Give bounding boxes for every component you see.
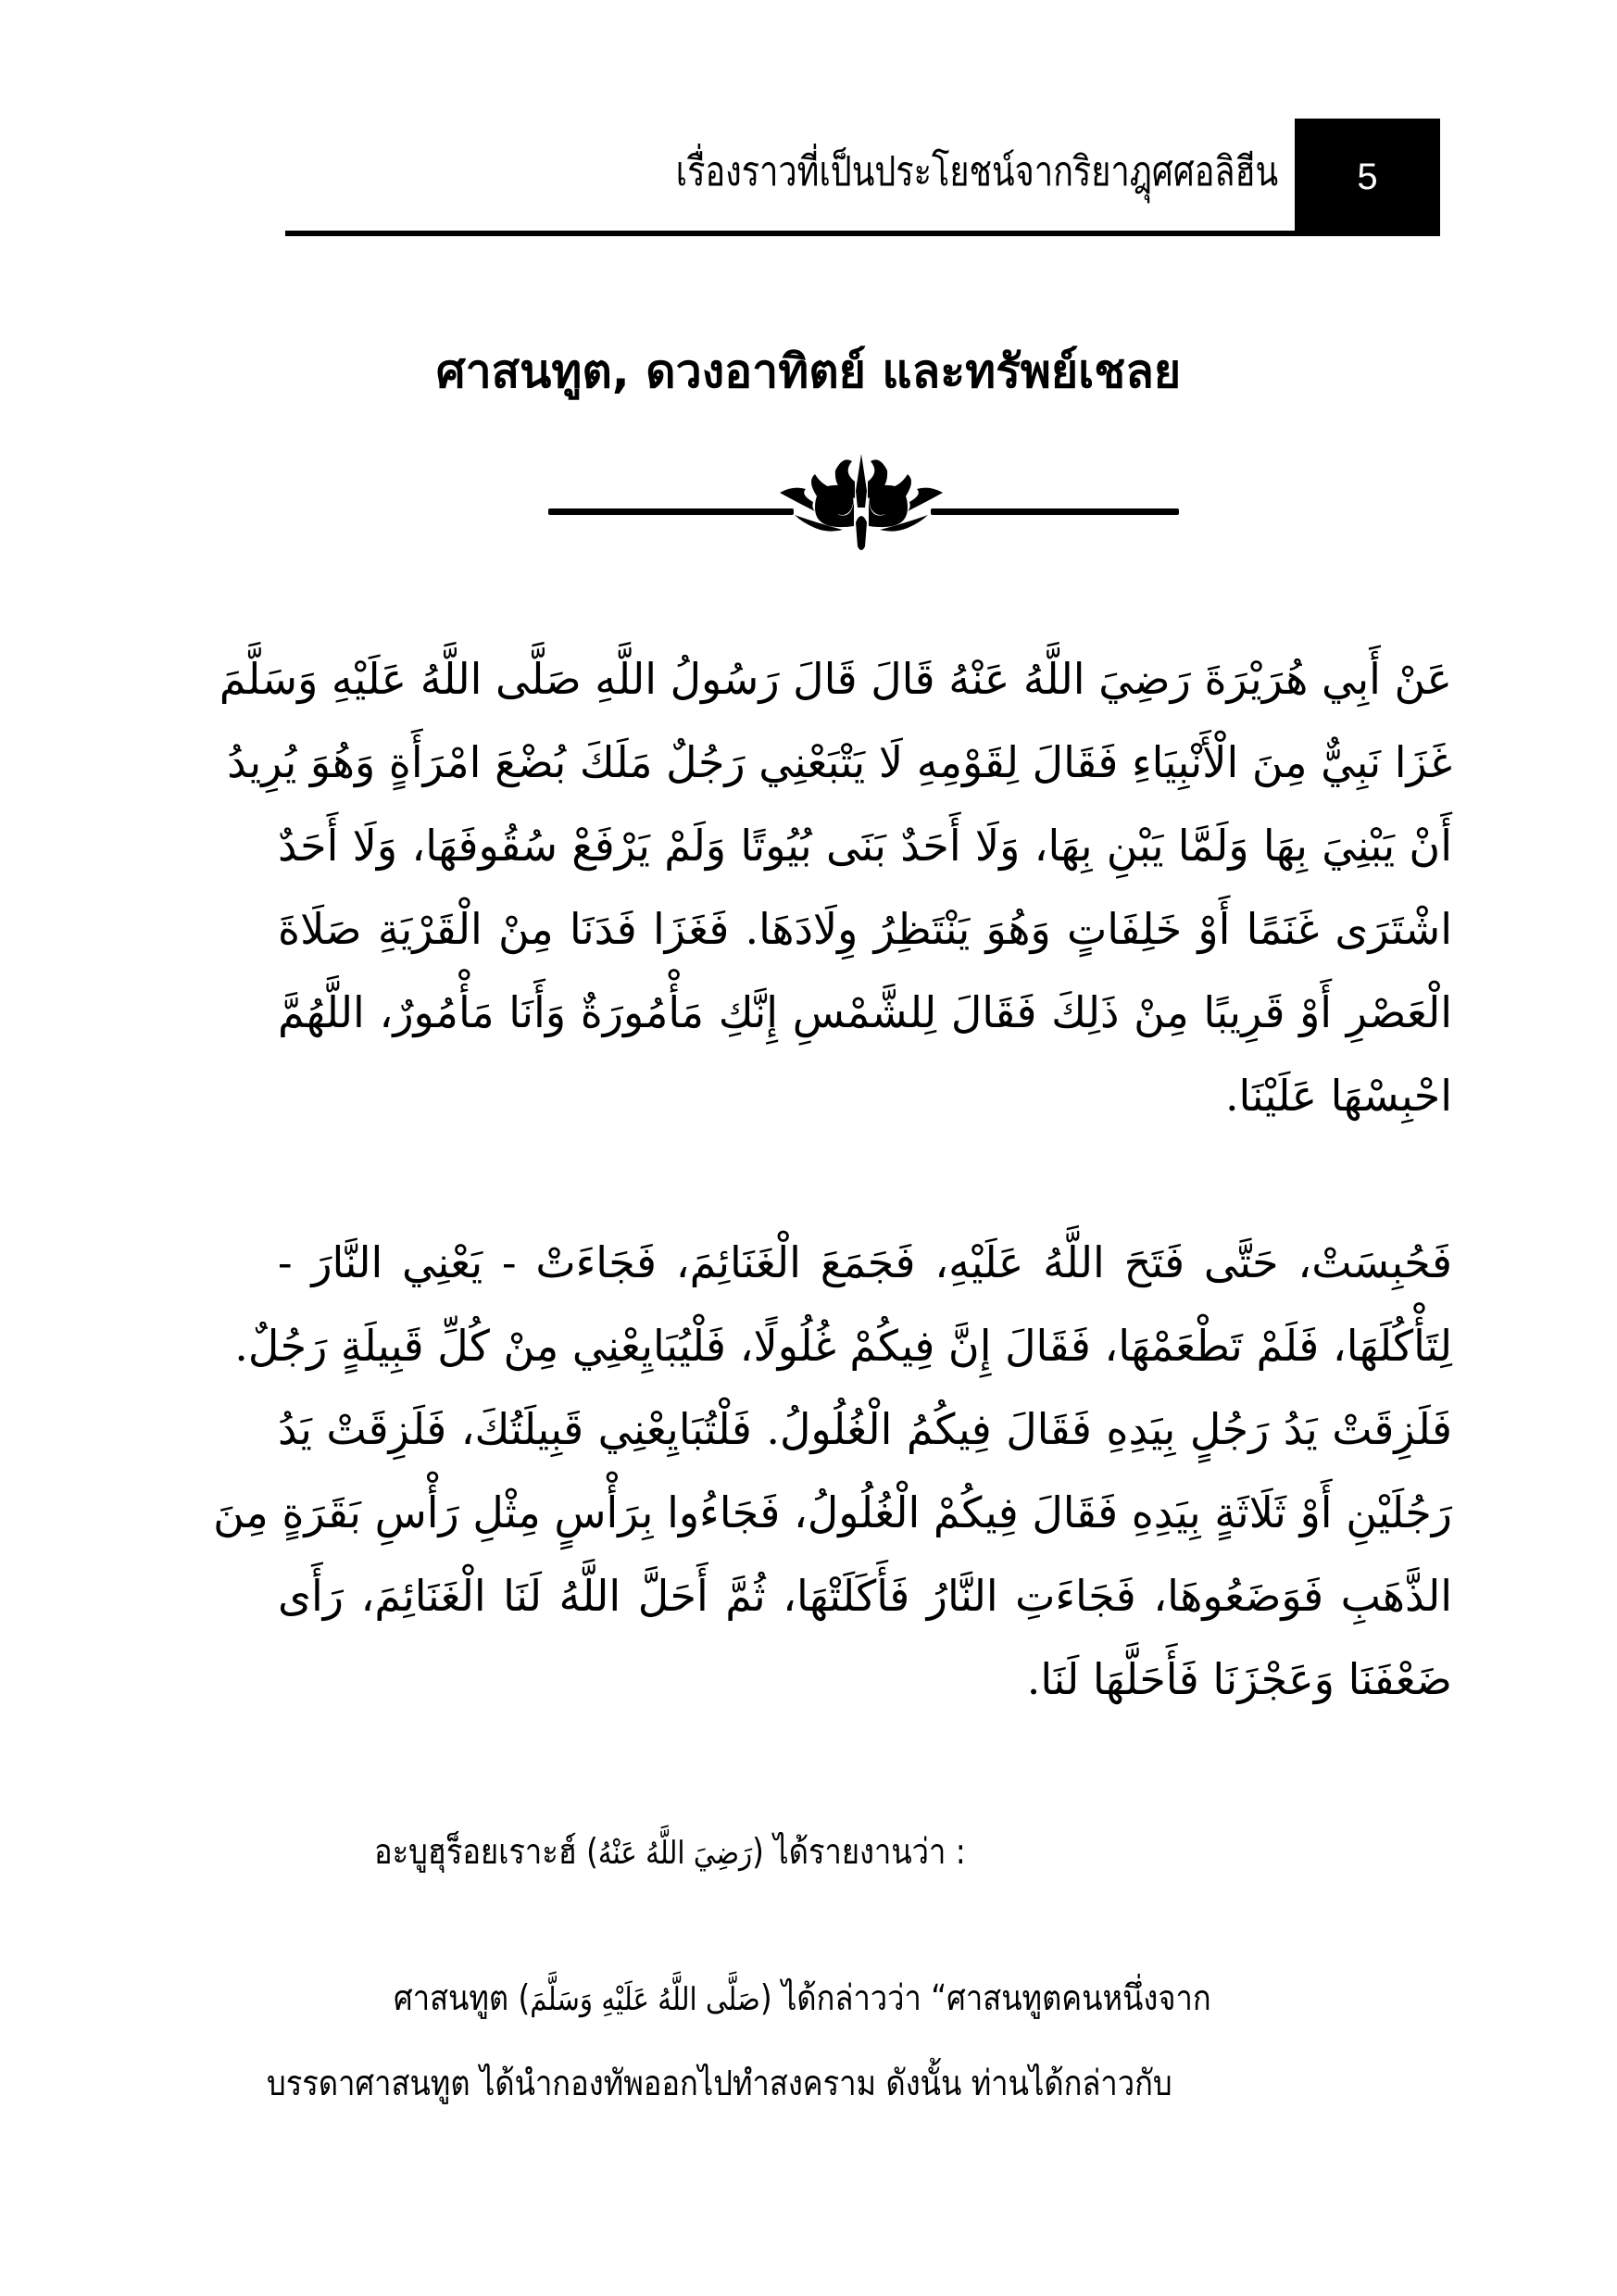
arabic-text-line: رَجُلَيْنِ أَوْ ثَلَاثَةٍ بِيَدِهِ فَقَالَ فِيكُمْ الْغُلُولُ، فَجَاءُوا بِرَأْسٍ مِثْلِ رَأْسِ بَقَرَةٍ مِنَ bbox=[213, 1487, 1452, 1537]
arabic-text-line: احْبِسْهَا عَلَيْنَا. bbox=[1224, 1071, 1452, 1121]
running-header-title: เรื่องราวที่เป็นประโยชน์จากริยาฎุศศอลิฮีน bbox=[675, 148, 1278, 195]
page-number-box bbox=[1295, 119, 1440, 236]
arabic-text-line: غَزَا نَبِيٌّ مِنَ الْأَنْبِيَاءِ فَقَالَ لِقَوْمِهِ لَا يَتْبَعْنِي رَجُلٌ مَلَكَ بُضْعَ امْرَأَةٍ وَهُوَ يُرِيدُ bbox=[227, 737, 1452, 787]
page-number: 5 bbox=[1357, 157, 1378, 197]
narrator-honorific-arabic: رَضِيَ اللَّهُ عَنْهُ bbox=[597, 1835, 753, 1872]
chapter-title: ศาสนทูต, ดวงอาทิตย์ และทรัพย์เชลย bbox=[435, 345, 1182, 398]
arabic-text-line: الذَّهَبِ فَوَضَعُوهَا، فَجَاءَتِ النَّارُ فَأَكَلَتْهَا، ثُمَّ أَحَلَّ اللَّهُ لَنَا الْغَنَائِمَ، رَأَى bbox=[278, 1571, 1452, 1621]
narrator-suffix: ) ได้รายงานว่า : bbox=[752, 1831, 966, 1872]
running-header bbox=[285, 119, 1440, 236]
prophet-honorific-arabic: صَلَّى اللَّهُ عَلَيْهِ وَسَلَّمَ bbox=[530, 1981, 760, 2018]
line-1-suffix: ) ได้กล่าวว่า “ศาสนทูตคนหนึ่งจาก bbox=[759, 1977, 1211, 2018]
arabic-text-line: عَنْ أَبِي هُرَيْرَةَ رَضِيَ اللَّهُ عَنْهُ قَالَ قَالَ رَسُولُ اللَّهِ صَلَّى اللَّهُ عَلَيْهِ وَسَلَّمَ bbox=[219, 654, 1452, 704]
line-1-prefix: ศาสนทูต ( bbox=[394, 1977, 531, 2018]
arabic-text-line: أَنْ يَبْنِيَ بِهَا وَلَمَّا يَبْنِ بِهَا، وَلَا أَحَدٌ بَنَى بُيُوتًا وَلَمْ يَرْفَعْ سُقُوفَهَا، وَلَا أَحَدٌ bbox=[278, 821, 1452, 871]
hadith-arabic-paragraph-2 bbox=[213, 1221, 1452, 1721]
arabic-text-line: الْعَصْرِ أَوْ قَرِيبًا مِنْ ذَلِكَ فَقَالَ لِلشَّمْسِ إِنَّكِ مَأْمُورَةٌ وَأَنَا مَأْمُورٌ، اللَّهُمَّ bbox=[278, 987, 1452, 1037]
arabic-text-line: لِتَأْكُلَهَا، فَلَمْ تَطْعَمْهَا، فَقَالَ إِنَّ فِيكُمْ غُلُولًا، فَلْيُبَايِعْنِي مِنْ كُلِّ قَبِيلَةٍ رَجُلٌ. bbox=[234, 1321, 1452, 1371]
hadith-arabic-paragraph-1 bbox=[219, 637, 1452, 1137]
thai-paragraph-line-1 bbox=[394, 1969, 1211, 2026]
arabic-text-line: اشْتَرَى غَنَمًا أَوْ خَلِفَاتٍ وَهُوَ يَنْتَظِرُ وِلَادَهَا. فَغَزَا فَدَنَا مِنْ الْقَرْيَةِ صَلَاةَ bbox=[278, 904, 1452, 954]
arabic-text-line: فَلَزِقَتْ يَدُ رَجُلٍ بِيَدِهِ فَقَالَ فِيكُمُ الْغُلُولُ. فَلْتُبَايِعْنِي قَبِيلَتُكَ، فَلَزِقَتْ يَدُ bbox=[278, 1404, 1452, 1454]
arabic-text-line: فَحُبِسَتْ، حَتَّى فَتَحَ اللَّهُ عَلَيْهِ، فَجَمَعَ الْغَنَائِمَ، فَجَاءَتْ - يَعْنِي النَّارَ - bbox=[278, 1237, 1452, 1287]
header-rule-divider bbox=[285, 231, 1304, 236]
narrator-prefix: อะบูฮุร็อยเราะฮ์ ( bbox=[374, 1831, 598, 1872]
arabic-text-line: ضَعْفَنَا وَعَجْزَنَا فَأَحَلَّهَا لَنَا. bbox=[1026, 1654, 1452, 1704]
fleur-de-lis-divider-icon bbox=[537, 454, 1185, 565]
thai-paragraph-line-2: บรรดาศาสนทูต ได้นำกองทัพออกไปทำสงคราม ดังนั้น ท่านได้กล่าวกับ bbox=[267, 2063, 1172, 2103]
narrator-attribution bbox=[374, 1823, 966, 1879]
